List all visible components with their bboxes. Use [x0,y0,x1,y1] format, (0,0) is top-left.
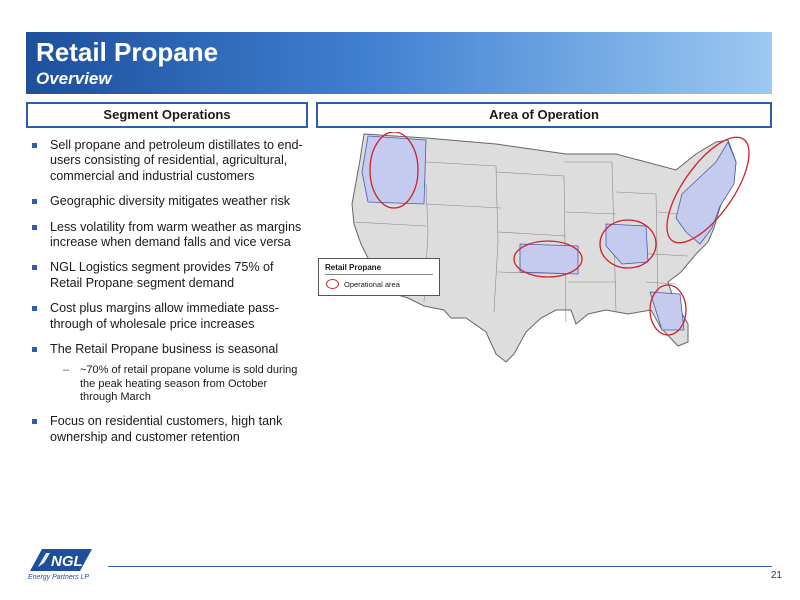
logo-text: NGL [51,553,83,570]
bullet-square-icon [32,143,37,148]
page-subtitle: Overview [36,69,112,88]
bullet-list [30,138,305,455]
bullet-text: The Retail Propane business is seasonal [50,342,279,357]
bullet-item [30,194,305,209]
legend-divider [325,274,433,275]
bullet-text: Sell propane and petroleum distillates to end-users consisting of residential, agricultural, commercial and industrial customers [50,138,303,183]
bullet-text: NGL Logistics segment provides 75% of Retail Propane segment demand [50,260,274,290]
bullet-item [30,220,305,251]
ngl-logo [28,545,98,585]
dash-icon: – [63,364,70,377]
area-of-operation-heading: Area of Operation [316,102,772,128]
ngl-logo-mark-icon [28,545,98,575]
bullet-square-icon [32,265,37,270]
bullet-item [30,138,305,184]
bullet-item [30,414,305,445]
bullet-square-icon [32,419,37,424]
kansas-region [520,244,578,274]
bullet-text: Less volatility from warm weather as margins increase when demand falls and vice versa [50,219,302,250]
bullet-square-icon [32,306,37,311]
bullet-item [30,342,305,357]
title-banner [26,32,772,94]
operational-area-circle-icon [326,279,339,289]
oregon-washington-region [362,136,426,204]
bullet-square-icon [32,225,37,230]
legend-title: Retail Propane [325,263,382,272]
segment-operations-heading: Segment Operations [26,102,308,128]
bullet-square-icon [32,347,37,352]
legend-item-label: Operational area [344,280,400,289]
page-number: 21 [770,570,782,581]
sub-bullet-text: ~70% of retail propane volume is sold during the peak heating season from October through March [80,364,298,404]
footer-line [108,566,772,567]
sub-bullet-item [30,364,305,404]
bullet-square-icon [32,199,37,204]
bullet-item [30,260,305,291]
bullet-text: Cost plus margins allow immediate pass-through of wholesale price increases [50,301,279,331]
bullet-text: Geographic diversity mitigates weather risk [50,194,291,209]
map-legend [318,258,440,296]
bullet-text: Focus on residential customers, high tank ownership and customer retention [50,414,283,444]
page-title: Retail Propane [36,37,219,67]
logo-tagline: Energy Partners LP [28,574,90,581]
bullet-item [30,301,305,332]
